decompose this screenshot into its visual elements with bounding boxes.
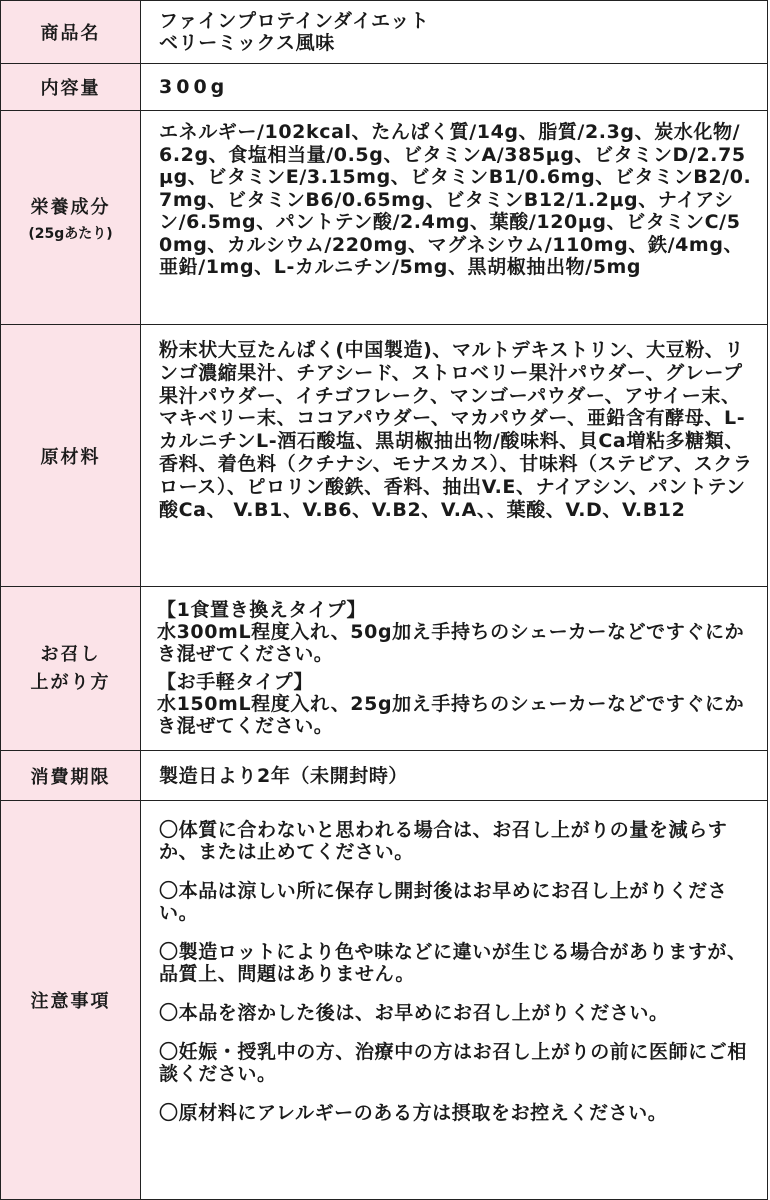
- label-ingredients: 原材料: [1, 325, 141, 586]
- howto-label-line2: 上がり方: [30, 671, 111, 693]
- product-name-line1: ファインプロテインダイエット: [159, 10, 430, 32]
- caution-item: 〇本品を溶かした後は、お早めにお召し上がりください。: [159, 1002, 669, 1024]
- label-nutrition: [1, 111, 141, 324]
- value-volume: 300g: [159, 76, 229, 98]
- caution-item: 〇妊娠・授乳中の方、治療中の方はお召し上がりの前に医師にご相談ください。: [159, 1041, 748, 1085]
- row-howto: [1, 587, 767, 751]
- value-ingredients: 粉末状大豆たんぱく(中国製造)、マルトデキストリン、大豆粉、リンゴ濃縮果汁、チアシード、ストロベリー果汁パウダー、グレープ果汁パウダー、イチゴフレーク、マンゴーパウダー、アサイー末、マキベリー末、ココアパウダー、マカパウダー、亜鉛含有酵母、L-カルニチンL-酒石酸塩、黒胡椒抽出物/酸味料、貝Ca増粘多糖類、香料、着色料（クチナシ、モナスカス）、甘味料（ステビア、スクラロース）、ピロリン酸鉄、香料、抽出V.E、ナイアシン、パントテン酸Ca、 V.B1、V.B6、V.B2、V.A、、葉酸、V.D、V.B12: [159, 339, 753, 521]
- nutrition-label-main: 栄養成分: [30, 196, 111, 218]
- row-caution: [1, 801, 767, 1199]
- howto-type2-text: 水150mL程度入れ、25g加え手持ちのシェーカーなどですぐにかき混ぜてください。: [157, 693, 745, 737]
- value-expiry: 製造日より2年（未開封時）: [159, 764, 409, 787]
- caution-item: 〇体質に合わないと思われる場合は、お召し上がりの量を減らすか、または止めてください。: [159, 819, 728, 863]
- caution-item: 〇原材料にアレルギーのある方は摂取をお控えください。: [159, 1102, 668, 1124]
- value-caution: [141, 801, 767, 1199]
- howto-type1-text: 水300mL程度入れ、50g加え手持ちのシェーカーなどですぐにかき混ぜてください。: [157, 621, 745, 665]
- howto-type1-title: 【1食置き換えタイプ】: [157, 599, 367, 621]
- nutrition-label-sub: (25gあたり): [28, 225, 113, 242]
- row-expiry: [1, 751, 767, 801]
- label-volume: 内容量: [1, 64, 141, 110]
- label-howto: [1, 587, 141, 750]
- row-ingredients: [1, 325, 767, 587]
- value-product-name: [141, 1, 767, 63]
- row-product-name: [1, 1, 767, 64]
- product-name-line2: ベリーミックス風味: [159, 32, 335, 54]
- howto-type2-title: 【お手軽タイプ】: [157, 671, 314, 693]
- label-caution: 注意事項: [1, 801, 141, 1199]
- value-howto: [141, 587, 767, 750]
- caution-item: 〇製造ロットにより色や味などに違いが生じる場合がありますが、品質上、問題はありません。: [159, 941, 747, 985]
- label-product-name: 商品名: [1, 1, 141, 63]
- label-expiry: 消費期限: [1, 751, 141, 800]
- howto-label-line1: お召し: [40, 643, 101, 665]
- caution-item: 〇本品は涼しい所に保存し開封後はお早めにお召し上がりください。: [159, 880, 728, 924]
- value-nutrition: エネルギー/102kcal、たんぱく質/14g、脂質/2.3g、炭水化物/6.2g、食塩相当量/0.5g、ビタミンA/385μg、ビタミンD/2.75μg、ビタミンE/3.15mg、ビタミンB1/0.6mg、ビタミンB2/0.7mg、ビタミンB6/0.65mg、ビタミンB12/1.2μg、ナイアシン/6.5mg、パントテン酸/2.4mg、葉酸/120μg、ビタミンC/50mg、カルシウム/220mg、マグネシウム/110mg、鉄/4mg、亜鉛/1mg、L-カルニチン/5mg、黒胡椒抽出物/5mg: [159, 121, 752, 278]
- row-nutrition: [1, 111, 767, 325]
- row-volume: [1, 64, 767, 111]
